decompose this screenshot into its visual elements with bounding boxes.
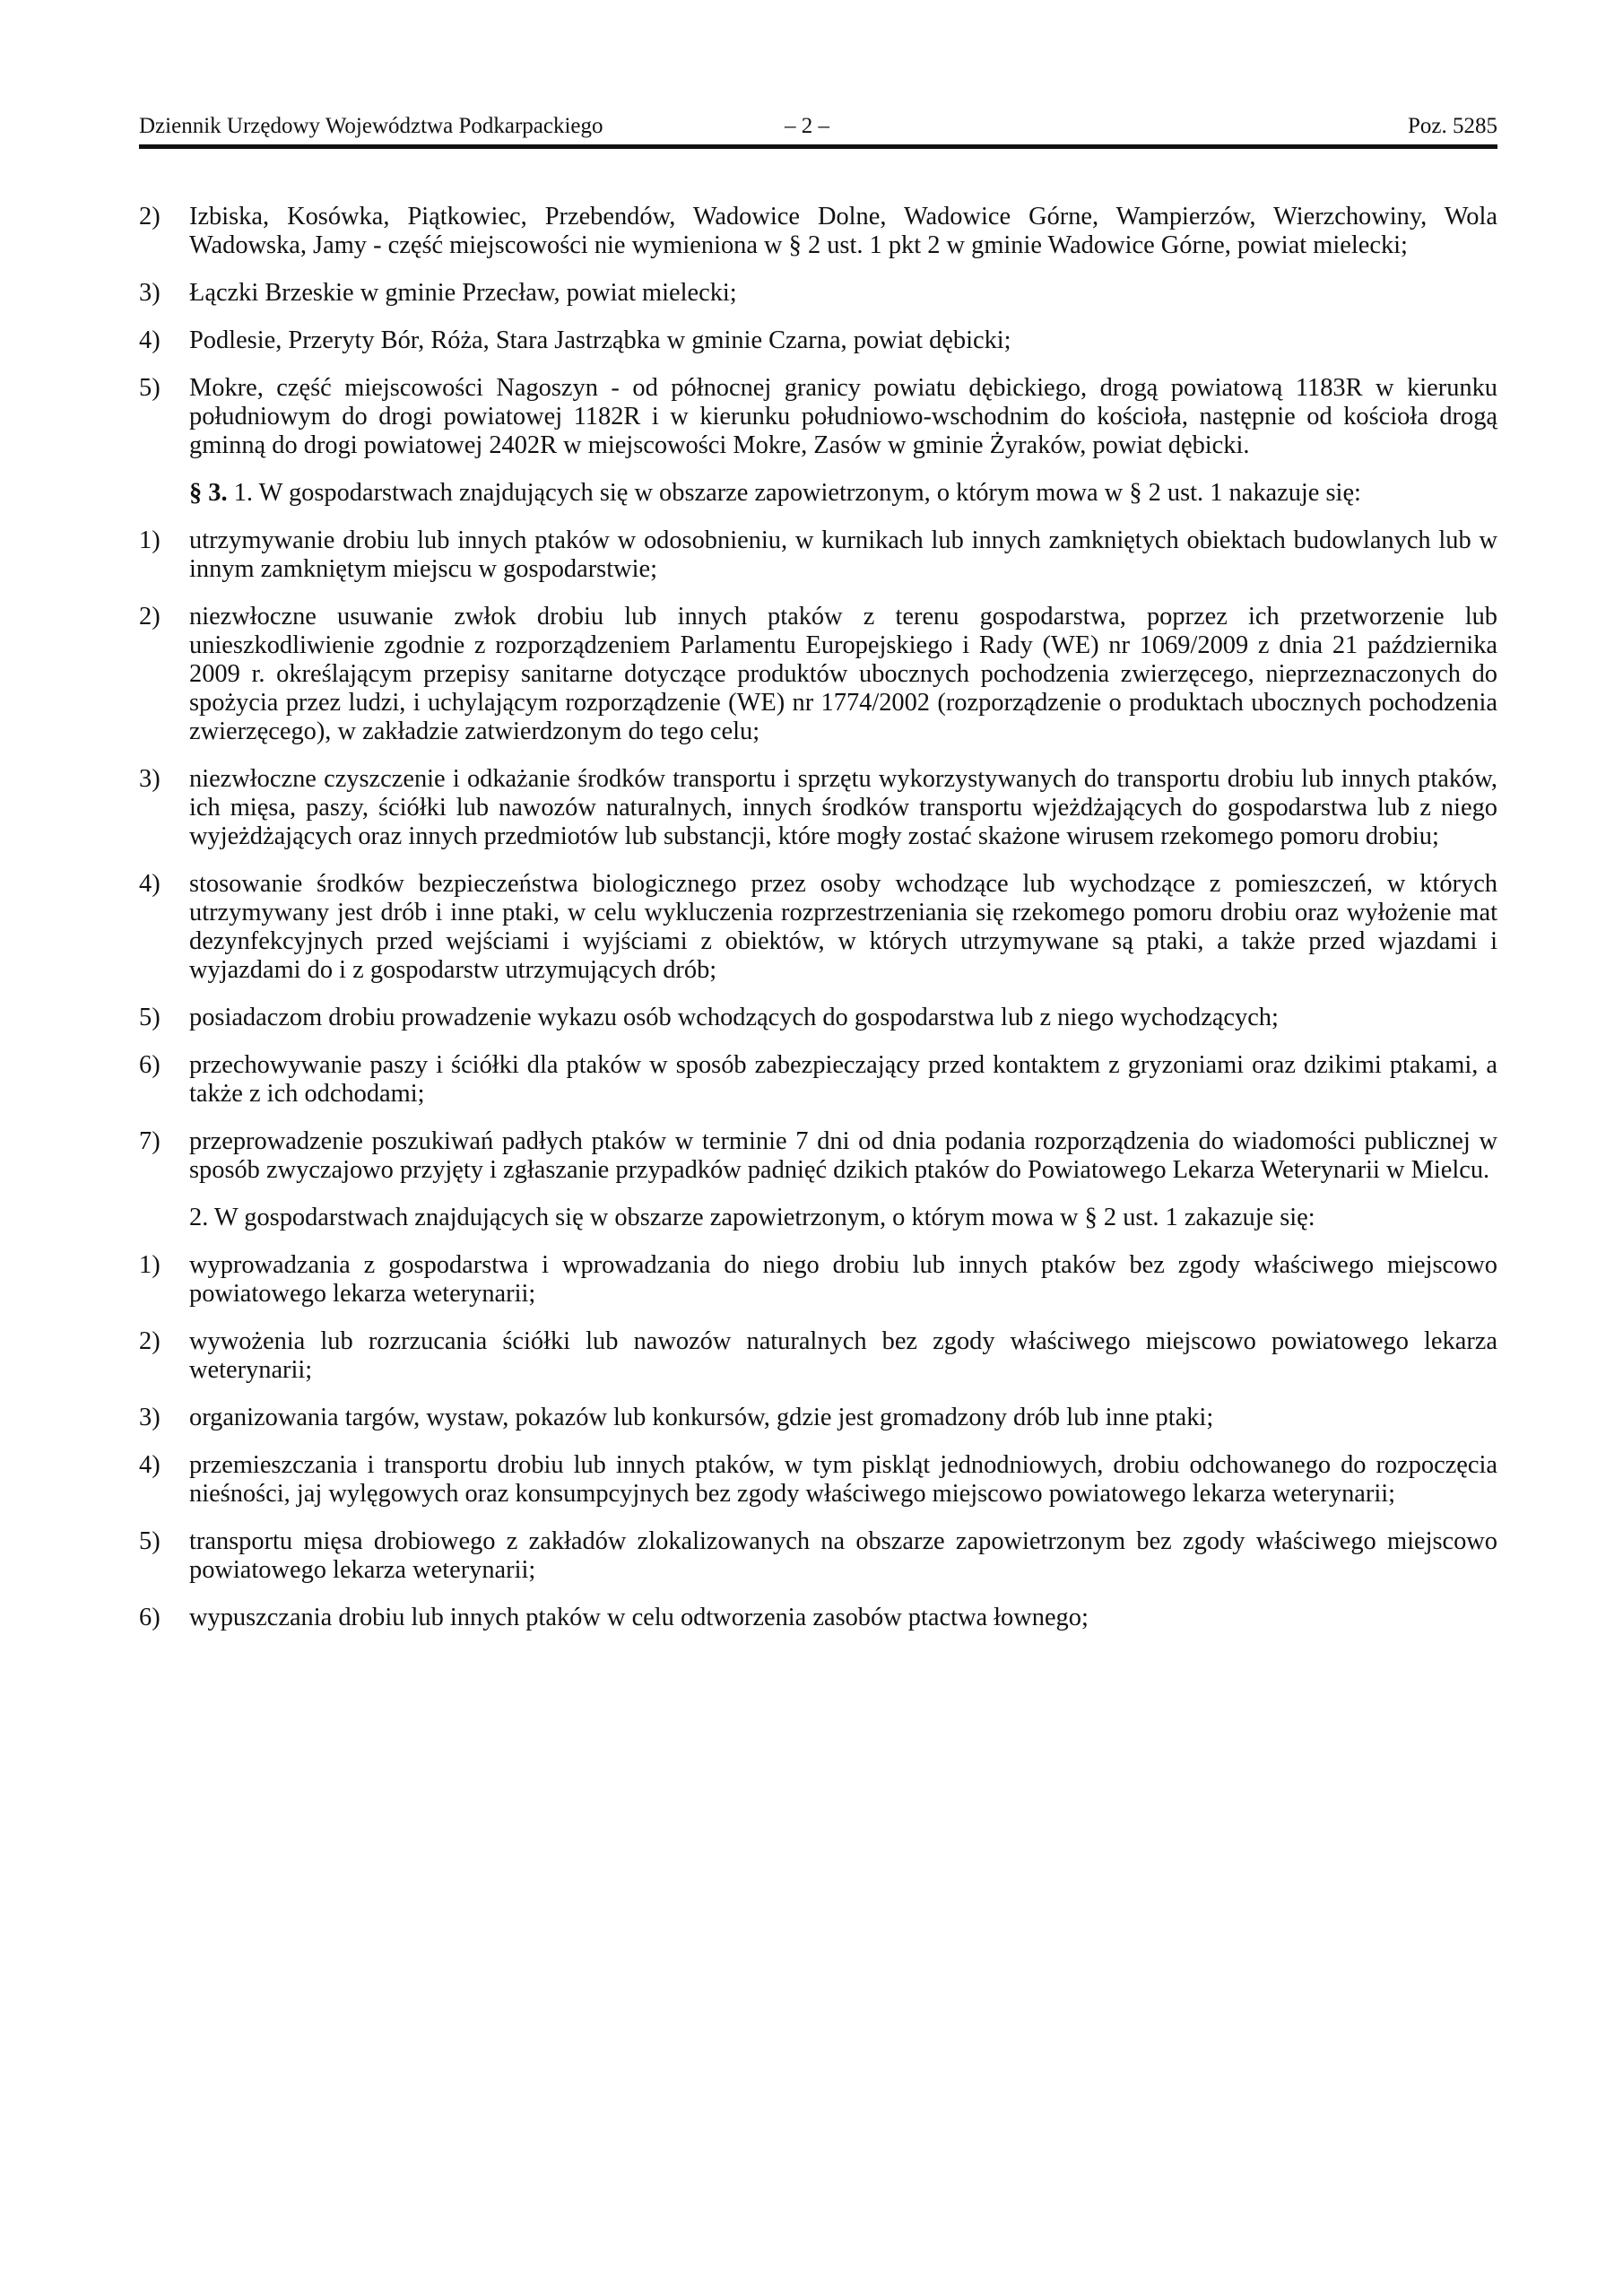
item-number: 4) xyxy=(139,1451,161,1479)
item-number: 2) xyxy=(139,203,161,230)
list-item xyxy=(139,1327,1497,1385)
item-number: 4) xyxy=(139,326,161,354)
item-text: organizowania targów, wystaw, pokazów lub konkursów, gdzie jest gromadzony drób lub inne ptaki; xyxy=(189,1404,1214,1431)
item-text: Mokre, część miejscowości Nagoszyn - od północnej granicy powiatu dębickiego, drogą powiatową 1183R w kierunku południowym do drogi powiatowej 1182R i w kierunku południowo-wschodnim do kościoła, następnie od kościoła drogą gminną do drogi powiatowej 2402R w miejscowości Mokre, Zasów w gminie Żyraków, powiat dębicki. xyxy=(189,374,1497,459)
list-item xyxy=(139,326,1497,355)
item-number: 3) xyxy=(139,765,161,793)
list-item xyxy=(139,279,1497,308)
item-number: 6) xyxy=(139,1604,161,1631)
item-number: 1) xyxy=(139,1251,161,1279)
item-text: stosowanie środków bezpieczeństwa biologicznego przez osoby wchodzące lub wychodzące z pomieszczeń, w których utrzymywany jest drób i inne ptaki, w celu wykluczenia rozprzestrzeniania się rzekomego pomoru drobiu oraz wyłożenie mat dezynfekcyjnych przed wejściami i wyjściami z obiektów, w których utrzymywane są ptaki, a także przed wjazdami i wyjazdami do i z gospodarstw utrzymujących drób; xyxy=(189,870,1497,984)
header-rule xyxy=(139,144,1497,149)
section-3-paragraph-1 xyxy=(139,479,1497,508)
locality-list xyxy=(139,203,1497,460)
item-text: niezwłoczne usuwanie zwłok drobiu lub innych ptaków z terenu gospodarstwa, poprzez ich przetworzenie lub unieszkodliwienie zgodnie z rozporządzeniem Parlamentu Europejskiego i Rady (WE) nr 1069/2009 z dnia 21 października 2009 r. określającym przepisy sanitarne dotyczące produktów ubocznych pochodzenia zwierzęcego, nieprzeznaczonych do spożycia przez ludzi, i uchylającym rozporządzenie (WE) nr 1774/2002 (rozporządzenie o produktach ubocznych pochodzenia zwierzęcego), w zakładzie zatwierdzonym do tego celu; xyxy=(189,603,1497,745)
item-text: niezwłoczne czyszczenie i odkażanie środków transportu i sprzętu wykorzystywanych do transportu drobiu lub innych ptaków, ich mięsa, paszy, ściółki lub nawozów naturalnych, innych środków transportu wjeżdżających do gospodarstwa lub z niego wyjeżdżających oraz innych przedmiotów lub substancji, które mogły zostać skażone wirusem rzekomego pomoru drobiu; xyxy=(189,765,1497,850)
position-number: Poz. 5285 xyxy=(1408,114,1497,138)
item-number: 5) xyxy=(139,1527,161,1555)
list-item xyxy=(139,1451,1497,1509)
prohibitions-list xyxy=(139,1251,1497,1632)
item-text: posiadaczom drobiu prowadzenie wykazu osób wchodzących do gospodarstwa lub z niego wychodzących; xyxy=(189,1004,1279,1031)
item-text: Podlesie, Przeryty Bór, Róża, Stara Jastrząbka w gminie Czarna, powiat dębicki; xyxy=(189,326,1011,354)
list-item xyxy=(139,374,1497,460)
item-number: 6) xyxy=(139,1051,161,1079)
list-item xyxy=(139,1004,1497,1032)
paragraph-text: 1. W gospodarstwach znajdujących się w obszarze zapowietrzonym, o którym mowa w § 2 ust. 1 nakazuje się: xyxy=(227,479,1361,507)
list-item xyxy=(139,1404,1497,1432)
item-text: Łączki Brzeskie w gminie Przecław, powiat mielecki; xyxy=(189,279,737,307)
list-item xyxy=(139,1051,1497,1109)
orders-list xyxy=(139,526,1497,1185)
list-item xyxy=(139,1251,1497,1309)
item-text: utrzymywanie drobiu lub innych ptaków w odosobnieniu, w kurnikach lub innych zamkniętych obiektach budowlanych lub w innym zamkniętym miejscu w gospodarstwie; xyxy=(189,526,1497,583)
item-text: wywożenia lub rozrzucania ściółki lub nawozów naturalnych bez zgody właściwego miejscowo powiatowego lekarza weterynarii; xyxy=(189,1327,1497,1384)
list-item xyxy=(139,1127,1497,1185)
item-number: 7) xyxy=(139,1127,161,1155)
document-body xyxy=(139,203,1497,1651)
list-item xyxy=(139,1604,1497,1632)
item-text: wyprowadzania z gospodarstwa i wprowadzania do niego drobiu lub innych ptaków bez zgody właściwego miejscowo powiatowego lekarza weterynarii; xyxy=(189,1251,1497,1308)
item-number: 5) xyxy=(139,1004,161,1031)
section-3-paragraph-2: 2. W gospodarstwach znajdujących się w obszarze zapowietrzonym, o którym mowa w § 2 ust. 1 zakazuje się: xyxy=(189,1204,1315,1231)
item-text: Izbiska, Kosówka, Piątkowiec, Przebendów, Wadowice Dolne, Wadowice Górne, Wampierzów, Wierzchowiny, Wola Wadowska, Jamy - część miejscowości nie wymieniona w § 2 ust. 1 pkt 2 w gminie Wadowice Górne, powiat mielecki; xyxy=(189,203,1497,259)
section-label: § 3. xyxy=(189,479,228,507)
journal-title: Dziennik Urzędowy Województwa Podkarpackiego xyxy=(139,114,603,138)
list-item xyxy=(139,526,1497,584)
item-text: przemieszczania i transportu drobiu lub innych ptaków, w tym piskląt jednodniowych, drobiu odchowanego do rozpoczęcia nieśności, jaj wylęgowych oraz konsumpcyjnych bez zgody właściwego miejscowo powiatowego lekarza weterynarii; xyxy=(189,1451,1497,1508)
item-number: 1) xyxy=(139,526,161,554)
item-text: przechowywanie paszy i ściółki dla ptaków w sposób zabezpieczający przed kontaktem z gryzoniami oraz dzikimi ptakami, a także z ich odchodami; xyxy=(189,1051,1497,1108)
item-number: 3) xyxy=(139,279,161,307)
list-item xyxy=(139,765,1497,851)
item-number: 5) xyxy=(139,374,161,402)
list-item xyxy=(139,203,1497,260)
list-item xyxy=(139,870,1497,985)
list-item xyxy=(139,1527,1497,1585)
item-text: wypuszczania drobiu lub innych ptaków w celu odtworzenia zasobów ptactwa łownego; xyxy=(189,1604,1089,1631)
item-number: 3) xyxy=(139,1404,161,1431)
page-header xyxy=(139,113,1497,145)
item-text: przeprowadzenie poszukiwań padłych ptaków w terminie 7 dni od dnia podania rozporządzenia do wiadomości publicznej w sposób zwyczajowo przyjęty i zgłaszanie przypadków padnięć dzikich ptaków do Powiatowego Lekarza Weterynarii w Mielcu. xyxy=(189,1127,1497,1184)
item-number: 2) xyxy=(139,1327,161,1355)
item-number: 4) xyxy=(139,870,161,898)
item-text: transportu mięsa drobiowego z zakładów zlokalizowanych na obszarze zapowietrzonym bez zgody właściwego miejscowo powiatowego lekarza weterynarii; xyxy=(189,1527,1497,1584)
page-number: – 2 – xyxy=(785,114,829,138)
item-number: 2) xyxy=(139,603,161,631)
list-item xyxy=(139,603,1497,746)
